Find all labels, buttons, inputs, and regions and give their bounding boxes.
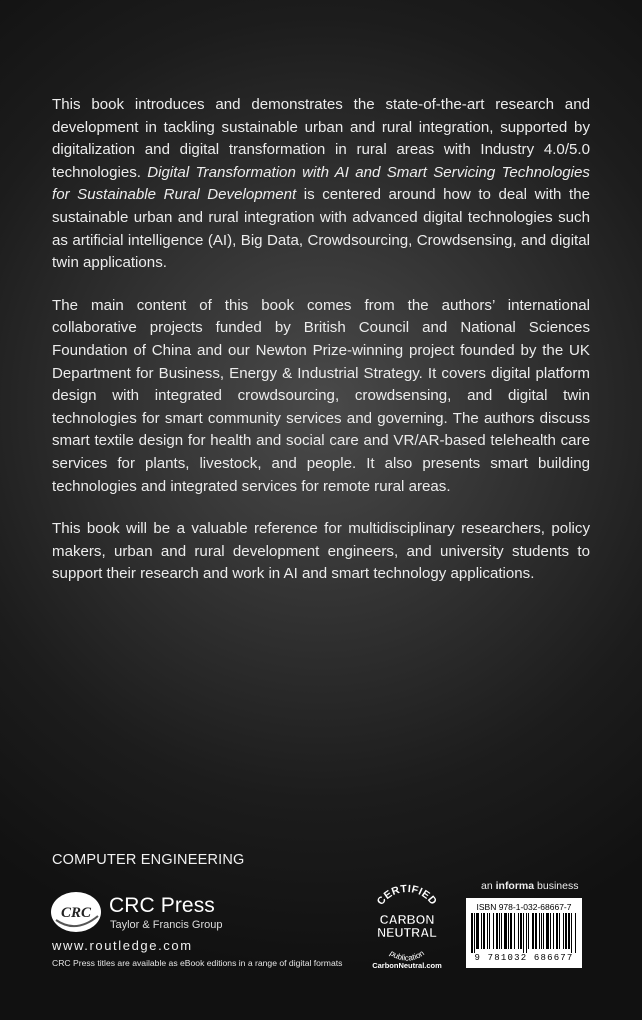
blurb-paragraph-3: This book will be a valuable reference for multidisciplinary researchers, policy makers, urban and rural development engineers, and university students to support their research and work in AI and smart technology applications. (52, 520, 590, 583)
barcode-bar (520, 913, 522, 949)
barcode-bar (535, 913, 537, 949)
barcode-bar (487, 913, 488, 949)
barcode-bar (489, 913, 490, 949)
blurb-paragraph-1 (52, 94, 590, 275)
barcode-bar (501, 913, 502, 949)
informa-prefix: an (481, 880, 496, 892)
barcode-bar (563, 913, 564, 949)
barcode-bar (474, 913, 475, 953)
publisher-group: Taylor & Francis Group (110, 919, 223, 931)
barcode-bar (499, 913, 500, 949)
barcode-bar (550, 913, 551, 949)
isbn-number: ISBN 978-1-032-68667-7 (476, 902, 572, 912)
barcode-bar (493, 913, 494, 949)
barcode-bars (471, 913, 577, 953)
barcode-bar (539, 913, 540, 949)
barcode-bar (553, 913, 554, 949)
carbon-neutral-badge-icon (364, 884, 450, 970)
barcode-bar (543, 913, 544, 949)
informa-business-label (481, 880, 578, 892)
ebook-note: CRC Press titles are available as eBook editions in a range of digital formats (52, 958, 343, 968)
barcode-bar (481, 913, 482, 949)
barcode-bar (565, 913, 567, 949)
barcode-bar (523, 913, 524, 953)
barcode-bar (510, 913, 512, 949)
book-title-italic: Digital Transformation with AI and Smart Servicing Technologies for Sustainable Rural Development (52, 163, 590, 204)
badge-certified-text: CERTIFIED (374, 884, 440, 908)
blurb-p1-rest: is centered around how to deal with the sustainable urban and rural integration with advanced digital technologies such as artificial intelligence (AI), Big Data, Crowdsourcing, Crowdsensing, and digital twin applications. (52, 186, 590, 272)
back-cover-blurb (52, 94, 590, 606)
badge-publication-text: publication (388, 948, 426, 963)
barcode-bar (546, 913, 549, 949)
badge-carbon-text: CARBON (379, 913, 435, 927)
svg-text:CERTIFIED (375, 884, 440, 908)
barcode-bar (526, 913, 527, 953)
barcode-bar (483, 913, 485, 949)
barcode-bar (568, 913, 570, 949)
blurb-paragraph-2: The main content of this book comes from the authors’ international collaborative projects funded by British Council and National Sciences Foundation of China and our Newton Prize-winning project founded by the UK Department for Business, Energy & Industrial Strategy. It covers digital platform design with integrated crowdsourcing, crowdsensing, and digital twin technologies for smart community services and governing. The authors discuss smart textile design for health and social care and VR/AR-based telehealth care services for plants, livestock, and people. It also presents smart building technologies and integrated services for remote rural areas. (52, 296, 590, 495)
badge-neutral-text: NEUTRAL (377, 926, 437, 940)
barcode-bar (541, 913, 542, 949)
informa-suffix: business (534, 880, 579, 892)
barcode-bar (532, 913, 534, 949)
barcode-bar (556, 913, 558, 949)
barcode-bar (496, 913, 498, 949)
barcode-bar (508, 913, 509, 949)
barcode-bar (471, 913, 473, 953)
isbn-barcode (466, 898, 582, 968)
barcode-digits: 9 781032 686677 (474, 953, 574, 963)
subject-category: COMPUTER ENGINEERING (52, 852, 245, 868)
blurb-p1-intro: This book introduces and demonstrates the state-of-the-art research and development in tackling sustainable urban and rural integration, supported by digitalization and digital transformation in rural areas with Industry 4.0/5.0 technologies. (52, 96, 590, 181)
crc-press-logo-icon (50, 890, 106, 934)
barcode-bar (559, 913, 560, 949)
publisher-url[interactable]: www.routledge.com (52, 938, 193, 953)
crc-logo-text: CRC (60, 905, 92, 921)
barcode-bar (476, 913, 479, 949)
publisher-name: CRC Press (109, 894, 215, 917)
barcode-bar (518, 913, 519, 949)
barcode-bar (571, 913, 572, 953)
barcode-bar (514, 913, 515, 949)
barcode-bar (528, 913, 529, 949)
barcode-bar (504, 913, 507, 949)
informa-brand: informa (495, 880, 535, 892)
badge-site-text: CarbonNeutral.com (372, 961, 442, 970)
barcode-bar (575, 913, 576, 953)
